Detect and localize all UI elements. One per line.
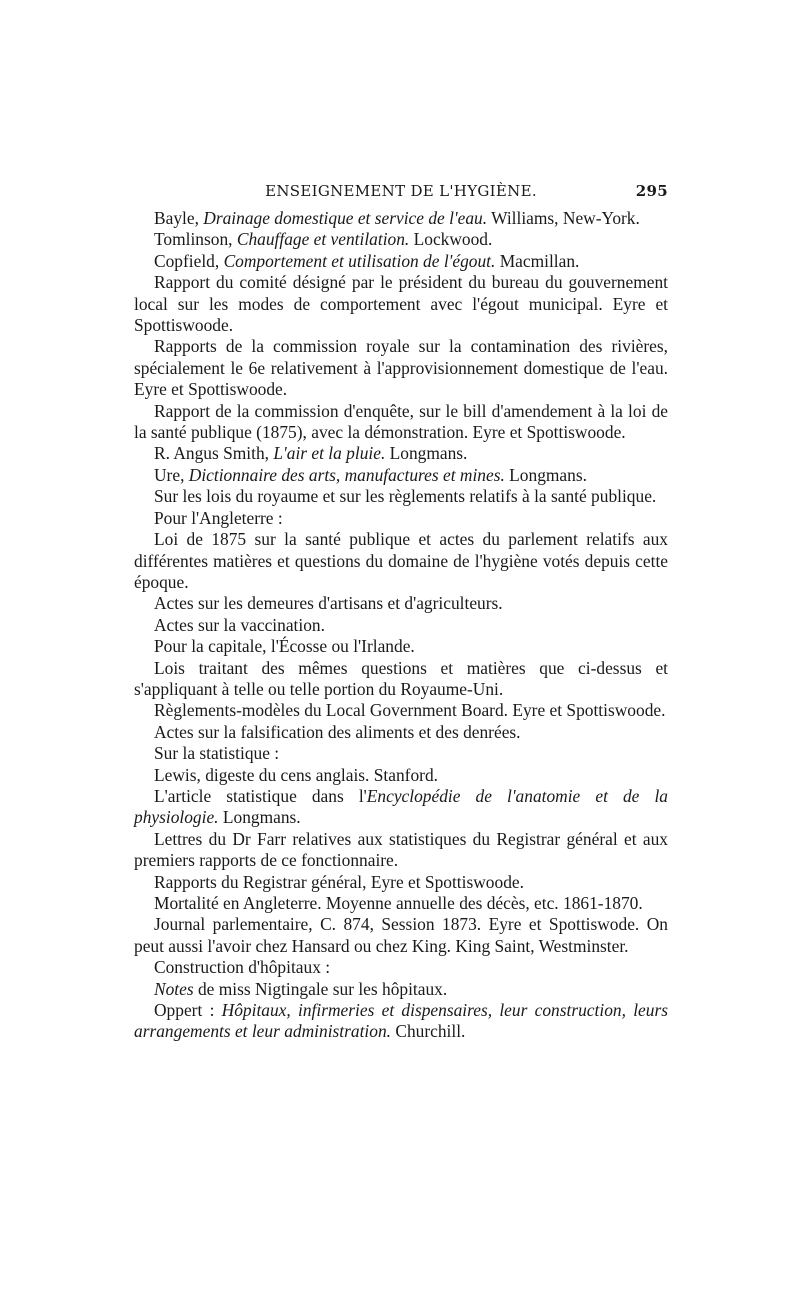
bibliography-entry	[134, 486, 668, 507]
entry-text: Pour la capitale, l'Écosse ou l'Irlande.	[154, 636, 415, 657]
bibliography-entry	[134, 957, 668, 978]
entry-text: Actes sur les demeures d'artisans et d'agriculteurs.	[154, 593, 503, 614]
entry-publisher: Longmans.	[385, 443, 468, 464]
entry-publisher: Longmans.	[218, 807, 301, 828]
bibliography-entry	[134, 658, 668, 701]
entry-text: Rapport de la commission d'enquête, sur le bill d'amendement à la loi de la santé publique (1875), avec la démonstration. Eyre et Spottiswoode.	[134, 400, 668, 443]
bibliography-entry	[134, 893, 668, 914]
entry-title: Notes	[154, 978, 194, 999]
entry-text: Journal parlementaire, C. 874, Session 1873. Eyre et Spottiswode. On peut aussi l'avoir chez Hansard ou chez King. King Saint, Westminster.	[134, 914, 668, 956]
entry-text: Oppert :	[154, 1000, 222, 1021]
entry-text: Bayle,	[154, 208, 204, 228]
bibliography-entry	[134, 829, 668, 872]
bibliography-entry	[134, 465, 668, 486]
page-header	[134, 178, 668, 208]
document-body	[134, 208, 668, 1043]
entry-title: L'air et la pluie.	[273, 443, 386, 464]
entry-text: Pour l'Angleterre :	[154, 507, 283, 528]
bibliography-entry	[134, 743, 668, 764]
bibliography-entry	[134, 615, 668, 636]
entry-text: Lewis, digeste du cens anglais. Stanford.	[154, 764, 438, 785]
bibliography-entry	[134, 401, 668, 444]
entry-publisher: Macmillan.	[495, 250, 580, 271]
bibliography-entry	[134, 208, 668, 229]
bibliography-entry	[134, 1000, 668, 1043]
page-number: 295	[635, 182, 668, 200]
entry-text: Lois traitant des mêmes questions et matières que ci-dessus et s'appliquant à telle ou telle portion du Royaume-Uni.	[134, 657, 668, 699]
entry-publisher: Longmans.	[504, 464, 587, 485]
entry-title: Drainage domestique et service de l'eau.	[203, 208, 488, 228]
bibliography-entry	[134, 593, 668, 614]
bibliography-entry	[134, 443, 668, 464]
entry-text: Copfield,	[154, 250, 224, 271]
bibliography-entry	[134, 229, 668, 250]
entry-text: Ure,	[154, 464, 189, 485]
entry-text: Règlements-modèles du Local Government Board. Eyre et Spottiswoode.	[154, 700, 666, 721]
entry-publisher: Lockwood.	[409, 229, 493, 250]
entry-text: Mortalité en Angleterre. Moyenne annuelle des décès, etc. 1861-1870.	[154, 893, 643, 913]
bibliography-entry	[134, 272, 668, 336]
entry-title: Comportement et utilisation de l'égout.	[223, 250, 496, 271]
bibliography-entry	[134, 872, 668, 893]
entry-text: Rapports du Registrar général, Eyre et Spottiswoode.	[154, 871, 524, 892]
entry-text: Construction d'hôpitaux :	[154, 957, 331, 978]
bibliography-entry	[134, 914, 668, 957]
entry-text: Loi de 1875 sur la santé publique et actes du parlement relatifs aux différentes matières et questions du domaine de l'hygiène votés depuis cette époque.	[134, 529, 668, 592]
entry-publisher: Churchill.	[391, 1021, 466, 1042]
bibliography-entry	[134, 979, 668, 1000]
entry-title: Dictionnaire des arts, manufactures et mines.	[188, 464, 505, 485]
entry-text: Lettres du Dr Farr relatives aux statistiques du Registrar général et aux premiers rapports de ce fonctionnaire.	[134, 828, 668, 871]
bibliography-entry	[134, 786, 668, 829]
bibliography-entry	[134, 765, 668, 786]
bibliography-entry	[134, 529, 668, 593]
bibliography-entry	[134, 636, 668, 657]
entry-text: Sur les lois du royaume et sur les règlements relatifs à la santé publique.	[154, 486, 657, 507]
bibliography-entry	[134, 336, 668, 400]
entry-text: L'article statistique dans l'	[154, 785, 367, 806]
bibliography-entry	[134, 700, 668, 721]
entry-title: Encyclopédie de l'anatomie et de la physiologie.	[134, 785, 668, 828]
entry-title: Hôpitaux, infirmeries et dispensaires, leur construction, leurs arrangements et leur administration.	[134, 1000, 668, 1042]
entry-publisher: Williams, New-York.	[487, 208, 640, 228]
entry-text: Actes sur la falsification des aliments et des denrées.	[154, 721, 521, 742]
bibliography-entry	[134, 251, 668, 272]
entry-text: Rapport du comité désigné par le président du bureau du gouvernement local sur les modes de comportement avec l'égout municipal. Eyre et Spottiswoode.	[134, 272, 668, 336]
entry-publisher: de miss Nigtingale sur les hôpitaux.	[193, 978, 448, 999]
entry-text: Rapports de la commission royale sur la contamination des rivières, spécialement le 6e relativement à l'approvisionnement domestique de l'eau. Eyre et Spottiswoode.	[134, 336, 668, 400]
running-title: ENSEIGNEMENT DE L'HYGIÈNE.	[265, 182, 537, 200]
entry-text: R. Angus Smith,	[154, 443, 274, 464]
entry-text: Sur la statistique :	[154, 743, 280, 764]
entry-text: Actes sur la vaccination.	[154, 614, 325, 635]
bibliography-entry	[134, 722, 668, 743]
bibliography-entry	[134, 508, 668, 529]
document-page	[134, 178, 668, 1043]
entry-title: Chauffage et ventilation.	[236, 229, 410, 250]
entry-text: Tomlinson,	[154, 229, 237, 250]
